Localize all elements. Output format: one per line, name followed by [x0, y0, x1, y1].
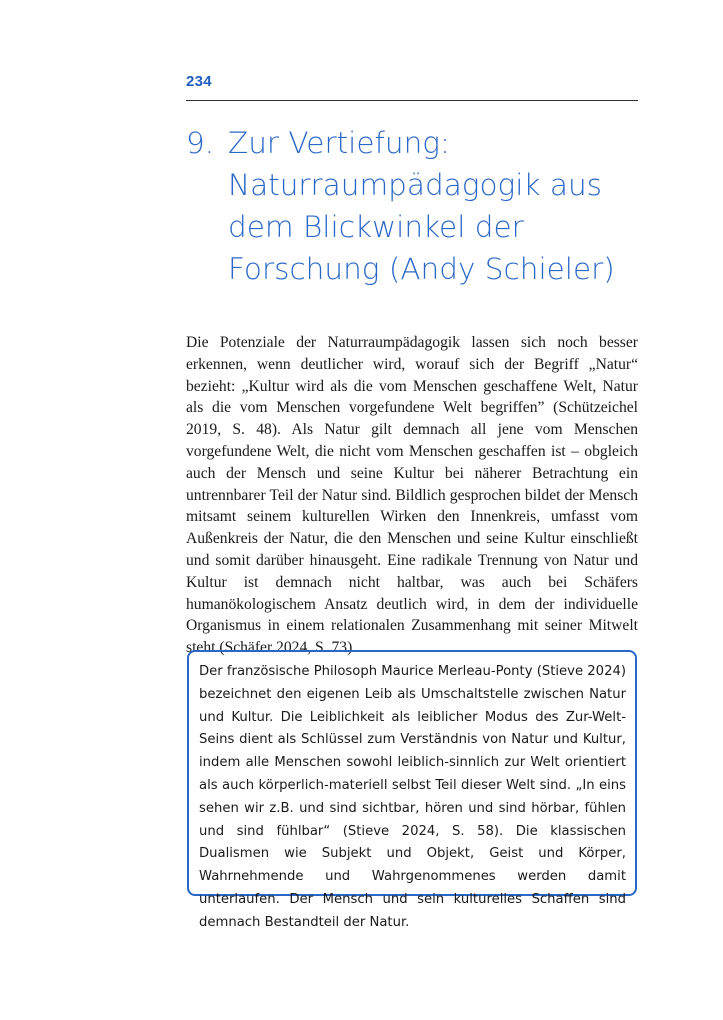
info-box: [187, 650, 637, 930]
page-number: 234: [186, 73, 212, 90]
chapter-number: 9.: [186, 126, 215, 160]
header-rule: [186, 100, 638, 101]
chapter-heading: [186, 122, 656, 290]
chapter-title: Zur Vertiefung: Naturraumpädagogik aus dem Blickwinkel der Forschung (Andy Schieler): [228, 126, 615, 286]
info-box-text: Der französische Philosoph Maurice Merleau-Ponty (Stieve 2024) bezeichnet den eigenen Leib als Umschaltstelle zwischen Natur und Kultur. Die Leiblichkeit als leiblicher Modus des Zur-Welt-Seins dient als Schlüssel zum Verständnis von Natur und Kultur, indem alle Menschen sowohl leiblich-sinnlich zur Welt orientiert als auch körperlich-materiell selbst Teil dieser Welt sind. „In eins sehen wir z.B. und sind sichtbar, hören und sind hörbar, fühlen und sind fühlbar“ (Stieve 2024, S. 58). Die klassischen Dualismen wie Subjekt und Objekt, Geist und Körper, Wahrnehmende und Wahrgenommenes werden damit unterlaufen. Der Mensch und sein kulturelles Schaffen sind demnach Bestandteil der Natur.: [199, 664, 626, 930]
body-paragraph: Die Potenziale der Naturraumpädagogik lassen sich noch besser erkennen, wenn deutlicher wird, worauf sich der Begriff „Natur“ bezieht: „Kultur wird als die vom Menschen geschaffene Welt, Natur als die vom Menschen vorgefundene Welt begriffen” (Schützeichel 2019, S. 48). Als Natur gilt demnach all jene vom Menschen vorgefundene Welt, die nicht vom Menschen geschaffen ist – obgleich auch der Mensch und seine Kultur bei näherer Betrachtung ein untrennbarer Teil der Natur sind. Bildlich gesprochen bildet der Mensch mitsamt seinem kulturellen Wirken den Innenkreis, umfasst vom Außenkreis der Natur, die den Menschen und seine Kultur einschließt und somit darüber hinausgeht. Eine radikale Trennung von Natur und Kultur ist demnach nicht haltbar, was auch bei Schäfers humanökologischem Ansatz deutlich wird, in dem der individuelle Organismus in einem relationalen Zusammenhang mit seiner Mitwelt steht (Schäfer 2024, S. 73).: [186, 334, 638, 657]
